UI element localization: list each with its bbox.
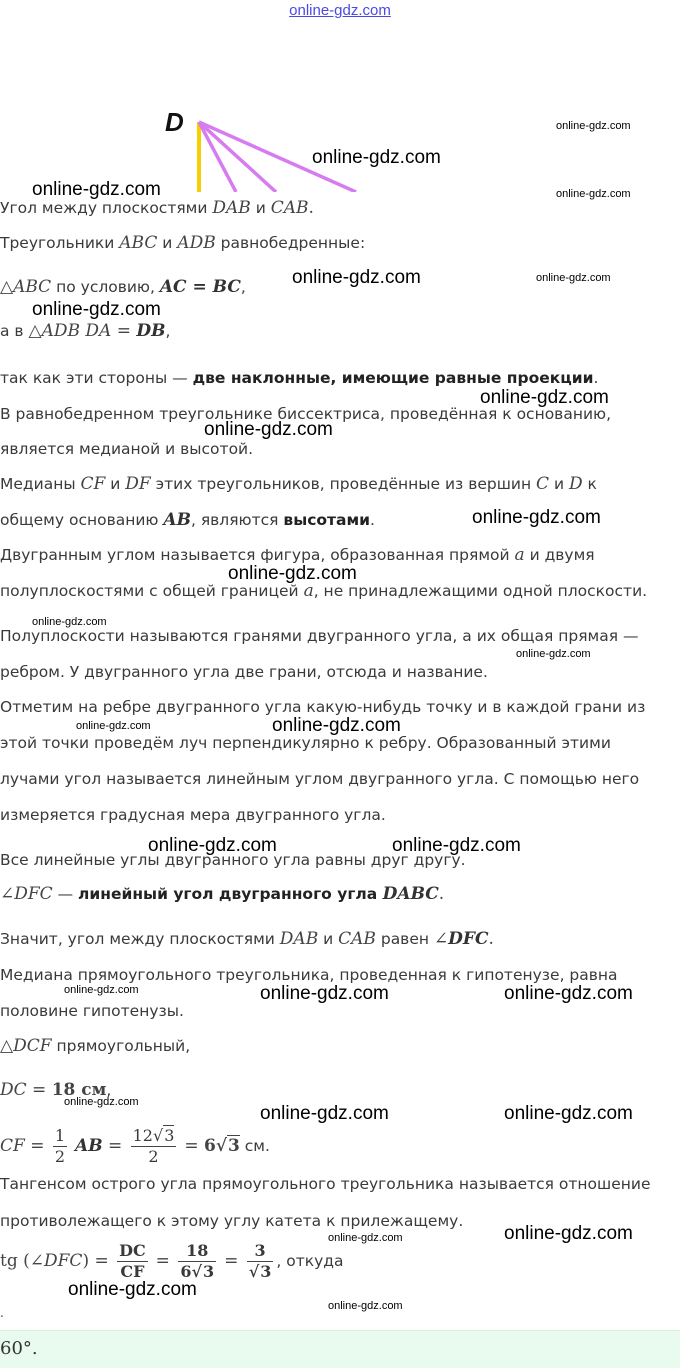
watermark: online-gdz.com [32, 299, 161, 320]
fraction-dc-cf: $\frac{DC}{CF}$ [119, 1241, 146, 1281]
watermark: online-gdz.com [68, 1279, 197, 1300]
formula-tangent: tg (∠DFC) = $\frac{DC}{CF}$ = $\frac{18}{6√3}$ = $\frac{3}{√3}$ , откуда [0, 1241, 344, 1281]
watermark: online-gdz.com [64, 984, 139, 996]
text-line-6: В равнобедренном треугольнике биссектриса, проведённая к основанию, [0, 405, 612, 423]
formula-cf: CF = $\frac{1}{2}$ AB = $\frac{12√3}{2}$ = 6√3 см. [0, 1126, 270, 1166]
edge-2 [199, 122, 276, 192]
watermark: online-gdz.com [504, 1103, 633, 1124]
fraction-3-over-sqrt3: $\frac{3}{√3}$ [248, 1241, 272, 1281]
watermark: online-gdz.com [556, 120, 631, 132]
watermark: online-gdz.com [504, 983, 633, 1004]
text-line-27: противолежащего к этому углу катета к прилежащему. [0, 1212, 464, 1230]
text-line-26: Тангенсом острого угла прямоугольного треугольника называется отношение [0, 1175, 651, 1193]
text-line-18: Все линейные углы двугранного угла равны друг другу. [0, 851, 466, 869]
text-line-17: измеряется градусная мера двугранного угла. [0, 806, 386, 824]
watermark: online-gdz.com [472, 507, 601, 528]
fraction-12sqrt3-over-2: $\frac{12√3}{2}$ [132, 1126, 175, 1166]
watermark: online-gdz.com [292, 267, 421, 288]
watermark: online-gdz.com [536, 272, 611, 284]
watermark: online-gdz.com [328, 1300, 403, 1312]
text-line-7: является медианой и высотой. [0, 440, 254, 458]
text-line-5: так как эти стороны — две наклонные, имеющие равные проекции. [0, 369, 599, 387]
watermark: online-gdz.com [392, 835, 521, 856]
text-line-24: DC = 18 см, [0, 1080, 112, 1100]
watermark: online-gdz.com [328, 1232, 403, 1244]
watermark: online-gdz.com [148, 835, 277, 856]
edge-1 [199, 122, 236, 192]
fraction-18-over-6sqrt3: $\frac{18}{6√3}$ [180, 1241, 215, 1281]
watermark: online-gdz.com [76, 720, 151, 732]
site-link[interactable]: online-gdz.com [289, 2, 391, 19]
text-line-11: полуплоскостями с общей границей a, не принадлежащими одной плоскости. [0, 581, 648, 601]
watermark: online-gdz.com [32, 616, 107, 628]
text-line-9: общему основанию AB, являются высотами. [0, 510, 375, 530]
text-line-2: Треугольники ABC и ADB равнобедренные: [0, 233, 366, 253]
watermark: online-gdz.com [556, 188, 631, 200]
watermark: online-gdz.com [480, 387, 609, 408]
watermark: online-gdz.com [64, 1096, 139, 1108]
text-line-13: ребром. У двугранного угла две грани, отсюда и название. [0, 663, 488, 681]
fraction-one-half: $\frac{1}{2}$ [54, 1126, 66, 1166]
watermark: online-gdz.com [204, 419, 333, 440]
text-line-16: лучами угол называется линейным углом двугранного угла. С помощью него [0, 770, 640, 788]
text-line-10: Двугранным углом называется фигура, образованная прямой a и двумя [0, 545, 595, 565]
text-line-1: Угол между плоскостями DAB и CAB. [0, 198, 314, 218]
watermark: online-gdz.com [260, 1103, 389, 1124]
watermark: online-gdz.com [228, 563, 357, 584]
text-line-22: половине гипотенузы. [0, 1002, 184, 1020]
text-line-20: Значит, угол между плоскостями DAB и CAB равен ∠DFC. [0, 929, 494, 949]
text-line-29: . [0, 1306, 4, 1320]
text-line-14: Отметим на ребре двугранного угла какую-нибудь точку и в каждой грани из [0, 698, 646, 716]
answer-value: 60°. [0, 1338, 38, 1359]
watermark: online-gdz.com [272, 715, 401, 736]
watermark: online-gdz.com [312, 147, 441, 168]
text-line-4: а в △ADB DA = DB, [0, 321, 171, 341]
watermark: online-gdz.com [32, 179, 161, 200]
text-line-23: △DCF прямоугольный, [0, 1036, 191, 1056]
text-line-12: Полуплоскости называются гранями двугранного угла, а их общая прямая — [0, 627, 639, 645]
watermark: online-gdz.com [260, 983, 389, 1004]
watermark: online-gdz.com [516, 648, 591, 660]
text-line-3: △ABC по условию, AC = BC, [0, 277, 246, 297]
text-line-15: этой точки проведём луч перпендикулярно к ребру. Образованный этими [0, 734, 611, 752]
watermark: online-gdz.com [504, 1223, 633, 1244]
text-line-21: Медиана прямоугольного треугольника, проведенная к гипотенузе, равна [0, 966, 618, 984]
vertex-label-d: D [165, 107, 184, 137]
text-line-8: Медианы CF и DF этих треугольников, проведённые из вершин C и D к [0, 474, 597, 494]
answer-box [0, 1330, 680, 1368]
text-line-19: ∠DFC — линейный угол двугранного угла DABC. [0, 884, 445, 904]
